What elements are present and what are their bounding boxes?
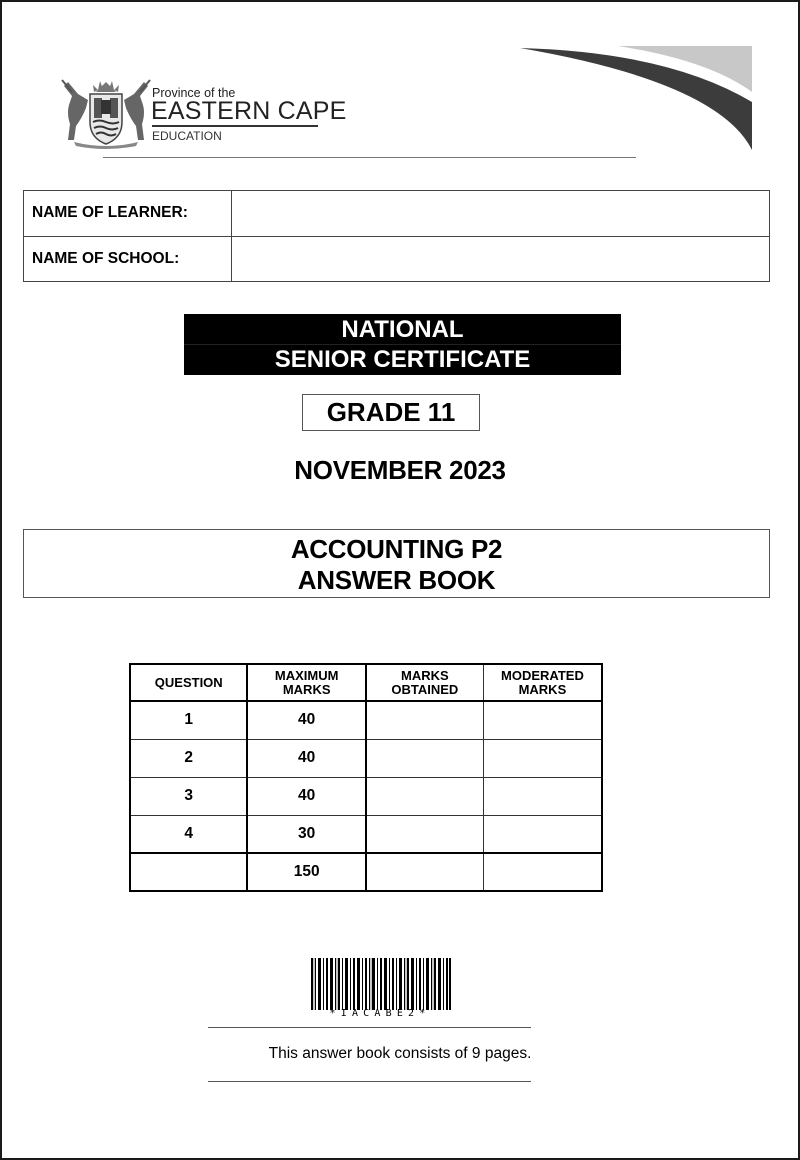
banner-line-2: SENIOR CERTIFICATE bbox=[274, 346, 531, 373]
header-maximum-marks bbox=[247, 664, 365, 701]
subject-subtitle: ANSWER BOOK bbox=[297, 565, 496, 595]
moderated-marks-cell[interactable] bbox=[483, 701, 602, 739]
province-label: Province of the bbox=[152, 86, 236, 100]
marks-obtained-cell[interactable] bbox=[366, 815, 483, 853]
school-name-label: NAME OF SCHOOL: bbox=[24, 236, 232, 282]
exam-session: NOVEMBER 2023 bbox=[294, 455, 506, 485]
table-row bbox=[130, 815, 602, 853]
header-divider bbox=[103, 157, 636, 158]
total-obtained-cell[interactable] bbox=[366, 853, 483, 891]
table-row bbox=[130, 739, 602, 777]
barcode-icon bbox=[311, 958, 451, 1010]
banner-seam bbox=[184, 344, 621, 345]
learner-name-label: NAME OF LEARNER: bbox=[24, 191, 232, 237]
marks-table-header bbox=[130, 664, 602, 701]
page-count-note: This answer book consists of 9 pages. bbox=[268, 1045, 532, 1062]
total-row bbox=[130, 853, 602, 891]
table-row bbox=[130, 777, 602, 815]
marks-obtained-cell[interactable] bbox=[366, 739, 483, 777]
subject-title: ACCOUNTING P2 bbox=[290, 534, 503, 564]
header-obtained-line2: OBTAINED bbox=[391, 681, 459, 697]
moderated-marks-cell[interactable] bbox=[483, 777, 602, 815]
header-moderated-line1: MODERATED bbox=[501, 667, 584, 683]
school-name-field[interactable] bbox=[232, 236, 770, 282]
maximum-marks: 40 bbox=[247, 739, 365, 777]
learner-name-row bbox=[24, 191, 770, 237]
maximum-marks: 40 bbox=[247, 701, 365, 739]
subject-title-box bbox=[23, 529, 770, 598]
header-question: QUESTION bbox=[130, 664, 247, 701]
footer-rule-top bbox=[208, 1027, 531, 1028]
marks-table bbox=[129, 663, 603, 892]
total-moderated-cell[interactable] bbox=[483, 853, 602, 891]
coat-of-arms-icon bbox=[60, 78, 152, 150]
maximum-marks: 40 bbox=[247, 777, 365, 815]
header-maximum-line2: MARKS bbox=[282, 681, 331, 697]
maximum-marks: 30 bbox=[247, 815, 365, 853]
swoosh-graphic-icon bbox=[518, 42, 754, 154]
barcode-label: *IACABE2* bbox=[329, 1008, 431, 1019]
footer-rule-bottom bbox=[208, 1081, 531, 1082]
moderated-marks-cell[interactable] bbox=[483, 815, 602, 853]
total-label bbox=[130, 853, 247, 891]
marks-obtained-cell[interactable] bbox=[366, 777, 483, 815]
grade-label: GRADE 11 bbox=[302, 394, 480, 431]
banner-line-1: NATIONAL bbox=[341, 316, 464, 343]
question-number: 3 bbox=[130, 777, 247, 815]
school-name-row bbox=[24, 236, 770, 282]
header-maximum-line1: MAXIMUM bbox=[274, 667, 339, 683]
header-marks-obtained bbox=[366, 664, 483, 701]
learner-name-field[interactable] bbox=[232, 191, 770, 237]
total-maximum-marks: 150 bbox=[247, 853, 365, 891]
marks-obtained-cell[interactable] bbox=[366, 701, 483, 739]
question-number: 1 bbox=[130, 701, 247, 739]
question-number: 2 bbox=[130, 739, 247, 777]
moderated-marks-cell[interactable] bbox=[483, 739, 602, 777]
question-number: 4 bbox=[130, 815, 247, 853]
header-moderated-marks bbox=[483, 664, 602, 701]
learner-details-table bbox=[23, 190, 770, 282]
table-row bbox=[130, 701, 602, 739]
header-moderated-line2: MARKS bbox=[518, 681, 567, 697]
province-name: EASTERN CAPE bbox=[151, 97, 347, 125]
logo-underline bbox=[152, 125, 318, 127]
header-obtained-line1: MARKS bbox=[401, 667, 449, 683]
department-label: EDUCATION bbox=[152, 129, 222, 143]
nsc-banner bbox=[184, 314, 621, 375]
